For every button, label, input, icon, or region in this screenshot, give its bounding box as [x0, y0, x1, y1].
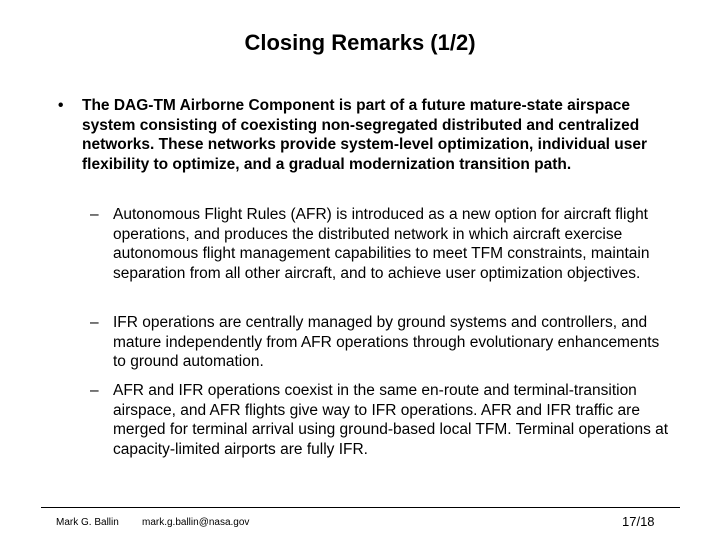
- slide-title: Closing Remarks (1/2): [244, 30, 476, 55]
- sub-bullet-marker: –: [90, 206, 99, 223]
- bullet-marker: •: [58, 97, 64, 114]
- sub-bullet-text: AFR and IFR operations coexist in the same en-route and terminal-transition airspace, and AFR flights give way to IFR operations. AFR and IFR traffic are merged for terminal arrival using ground-based local TFM. Terminal operations at capacity-limited airports are fully IFR.: [113, 382, 669, 458]
- footer-divider: [41, 507, 680, 508]
- sub-bullet-ifr: [90, 313, 670, 372]
- main-bullet-text: The DAG-TM Airborne Component is part of a future mature-state airspace system consisting of coexisting non-segregated distributed and centralized networks. These networks provide system-level optimization, individual user flexibility to optimize, and a gradual modernization transition path.: [82, 97, 648, 173]
- sub-bullet-text: IFR operations are centrally managed by ground systems and controllers, and mature independently from AFR operations through evolutionary enhancements to ground automation.: [113, 314, 660, 370]
- sub-bullet-coexist: [90, 381, 670, 459]
- footer-email: mark.g.ballin@nasa.gov: [142, 517, 250, 528]
- footer-author: Mark G. Ballin: [56, 517, 119, 528]
- page-number: 17/18: [622, 514, 655, 529]
- main-bullet: [58, 96, 670, 174]
- sub-bullet-marker: –: [90, 382, 99, 399]
- sub-bullet-marker: –: [90, 314, 99, 331]
- sub-bullet-text: Autonomous Flight Rules (AFR) is introduced as a new option for aircraft flight operations, and produces the distributed network in which aircraft exercise autonomous flight management capabilities to meet TFM constraints, maintain separation from all other aircraft, and to achieve user optimization objectives.: [113, 206, 650, 282]
- sub-bullet-afr: [90, 205, 670, 283]
